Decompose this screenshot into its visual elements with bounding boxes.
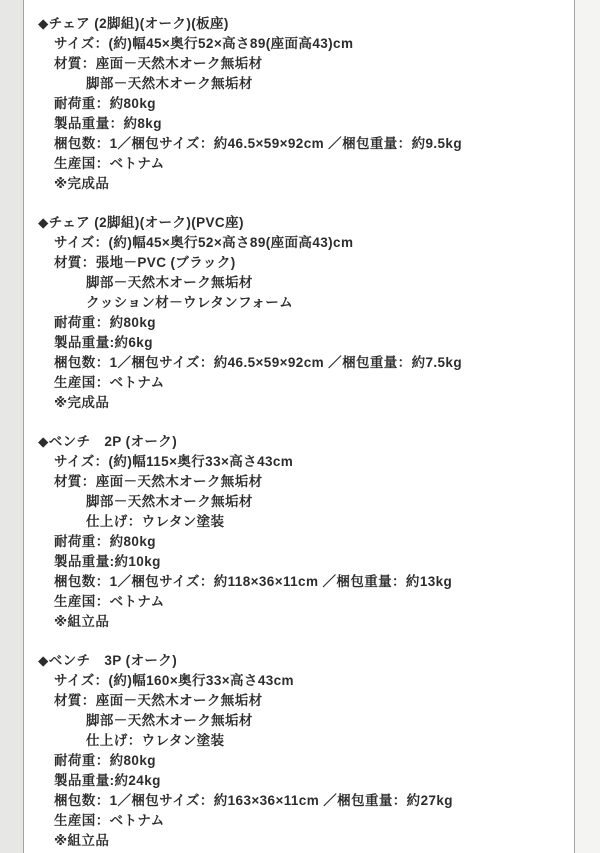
spec-line-load-capacity: 耐荷重：約80kg xyxy=(54,315,156,330)
spec-line-material-upholstery: 材質：張地－PVC (ブラック) xyxy=(54,255,236,270)
spec-line-material-legs: 脚部－天然木オーク無垢材 xyxy=(86,275,253,290)
spec-line-product-weight: 製品重量:約10kg xyxy=(54,554,161,569)
spec-line-country: 生産国：ベトナム xyxy=(54,594,165,609)
spec-line-material-seat: 材質：座面－天然木オーク無垢材 xyxy=(54,56,263,71)
spec-line-assembly-note: ※組立品 xyxy=(54,833,110,848)
spec-line-packaging: 梱包数：1／梱包サイズ：約46.5×59×92cm ／梱包重量：約9.5kg xyxy=(54,136,462,151)
product-spec-block-chair-wood-seat xyxy=(24,14,574,194)
product-title: ◆チェア (2脚組)(オーク)(板座) xyxy=(38,16,229,31)
product-title: ◆チェア (2脚組)(オーク)(PVC座) xyxy=(38,215,244,230)
spec-line-country: 生産国：ベトナム xyxy=(54,375,165,390)
spec-line-product-weight: 製品重量：約8kg xyxy=(54,116,162,131)
product-spec-block-bench-2p xyxy=(24,432,574,632)
spec-line-size: サイズ：(約)幅160×奥行33×高さ43cm xyxy=(54,673,294,688)
spec-line-material-legs: 脚部－天然木オーク無垢材 xyxy=(86,494,253,509)
spec-line-product-weight: 製品重量:約6kg xyxy=(54,335,153,350)
product-spec-block-bench-3p xyxy=(24,651,574,851)
spec-line-packaging: 梱包数：1／梱包サイズ：約46.5×59×92cm ／梱包重量：約7.5kg xyxy=(54,355,462,370)
spec-line-country: 生産国：ベトナム xyxy=(54,813,165,828)
spec-line-country: 生産国：ベトナム xyxy=(54,156,165,171)
spec-line-material-seat: 材質：座面－天然木オーク無垢材 xyxy=(54,693,263,708)
spec-line-material-seat: 材質：座面－天然木オーク無垢材 xyxy=(54,474,263,489)
product-spec-block-chair-pvc-seat xyxy=(24,213,574,413)
product-title: ◆ベンチ 3P (オーク) xyxy=(38,653,178,668)
spec-line-finish: 仕上げ：ウレタン塗装 xyxy=(86,733,225,748)
spec-line-assembly-note: ※完成品 xyxy=(54,176,110,191)
spec-line-assembly-note: ※完成品 xyxy=(54,395,110,410)
spec-line-assembly-note: ※組立品 xyxy=(54,614,110,629)
spec-line-load-capacity: 耐荷重：約80kg xyxy=(54,96,156,111)
spec-line-size: サイズ：(約)幅115×奥行33×高さ43cm xyxy=(54,454,294,469)
spec-line-material-legs: 脚部－天然木オーク無垢材 xyxy=(86,76,253,91)
spec-line-packaging: 梱包数：1／梱包サイズ：約163×36×11cm ／梱包重量：約27kg xyxy=(54,793,453,808)
spec-line-product-weight: 製品重量:約24kg xyxy=(54,773,161,788)
spec-line-finish: 仕上げ：ウレタン塗装 xyxy=(86,514,225,529)
spec-line-size: サイズ：(約)幅45×奥行52×高さ89(座面高43)cm xyxy=(54,235,354,250)
spec-line-material-cushion: クッション材－ウレタンフォーム xyxy=(86,295,294,310)
spec-line-material-legs: 脚部－天然木オーク無垢材 xyxy=(86,713,253,728)
product-spec-panel xyxy=(23,0,575,853)
product-title: ◆ベンチ 2P (オーク) xyxy=(38,434,178,449)
spec-line-load-capacity: 耐荷重：約80kg xyxy=(54,753,156,768)
spec-line-size: サイズ：(約)幅45×奥行52×高さ89(座面高43)cm xyxy=(54,36,354,51)
spec-line-load-capacity: 耐荷重：約80kg xyxy=(54,534,156,549)
spec-line-packaging: 梱包数：1／梱包サイズ：約118×36×11cm ／梱包重量：約13kg xyxy=(54,574,453,589)
